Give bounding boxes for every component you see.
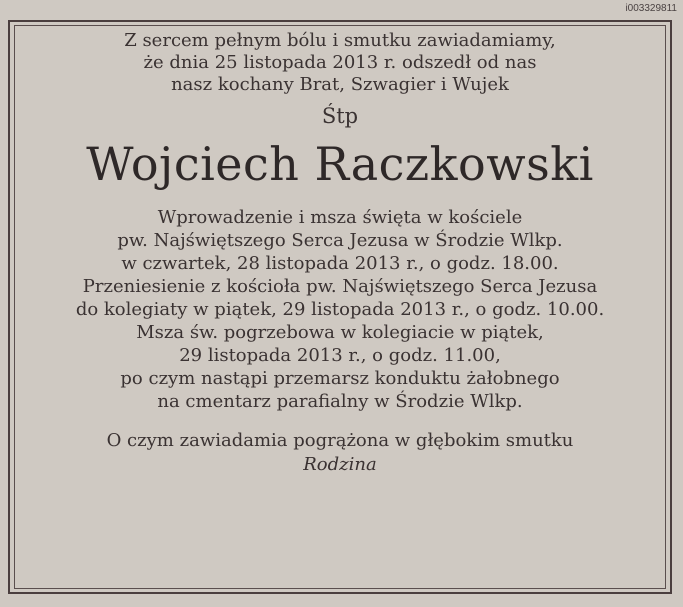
signature: Rodzina — [303, 454, 377, 475]
detail-line: Wprowadzenie i msza święta w kościele — [157, 207, 523, 228]
detail-line: w czwartek, 28 listopada 2013 r., o godz. 18.00. — [121, 253, 559, 274]
closing-block — [20, 429, 660, 477]
funeral-details — [20, 206, 660, 413]
detail-line: Przeniesienie z kościoła pw. Najświętszego Serca Jezusa — [82, 276, 598, 297]
detail-line: Msza św. pogrzebowa w kolegiacie w piątek, — [136, 322, 544, 343]
intro-line: że dnia 25 listopada 2013 r. odszedł od nas — [143, 52, 537, 73]
detail-line: pw. Najświętszego Serca Jezusa w Środzie Wlkp. — [117, 230, 563, 251]
detail-line: 29 listopada 2013 r., o godz. 11.00, — [179, 345, 501, 366]
closing-line: O czym zawiadamia pogrążona w głębokim smutku — [106, 430, 574, 451]
stp-abbreviation: Śtp — [321, 104, 359, 128]
obituary-notice — [20, 30, 660, 477]
intro-line: Z sercem pełnym bólu i smutku zawiadamiamy, — [124, 30, 556, 51]
detail-line: po czym nastąpi przemarsz konduktu żałobnego — [120, 368, 560, 389]
deceased-name: Wojciech Raczkowski — [86, 137, 594, 191]
detail-line: do kolegiaty w piątek, 29 listopada 2013 r., o godz. 10.00. — [75, 299, 605, 320]
ad-id-label: i003329811 — [625, 3, 677, 14]
detail-line: na cmentarz parafialny w Środzie Wlkp. — [157, 391, 523, 412]
intro-block — [20, 30, 660, 96]
intro-line: nasz kochany Brat, Szwagier i Wujek — [171, 74, 509, 95]
